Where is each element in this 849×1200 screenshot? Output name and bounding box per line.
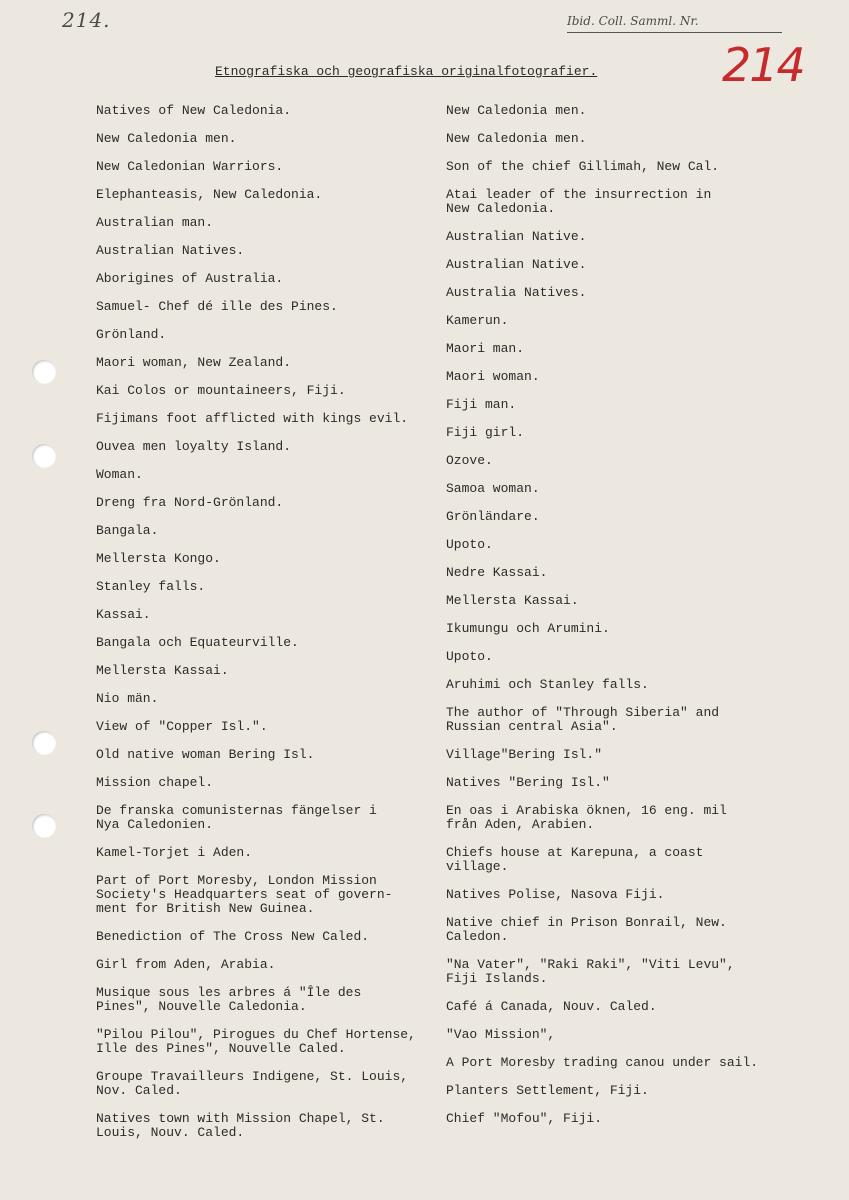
photo-entry: Aruhimi och Stanley falls.	[446, 677, 649, 692]
photo-entry: Maori woman.	[446, 369, 540, 384]
photo-entry: Musique sous les arbres á "Île des Pines", Nouvelle Caledonia.	[96, 985, 362, 1014]
photo-entry: Woman.	[96, 467, 143, 482]
photo-entry: Atai leader of the insurrection in New Caledonia.	[446, 187, 712, 216]
handwritten-collection-note: Ibid. Coll. Samml. Nr.	[567, 14, 782, 33]
photo-entry: Australia Natives.	[446, 285, 587, 300]
photo-entry: Aborigines of Australia.	[96, 271, 284, 286]
photo-entry: Kassai.	[96, 607, 151, 622]
photo-entry: Upoto.	[446, 537, 493, 552]
photo-entry: "Pilou Pilou", Pirogues du Chef Hortense, Ille des Pines", Nouvelle Caled.	[96, 1027, 416, 1056]
photo-entry: Son of the chief Gillimah, New Cal.	[446, 159, 720, 174]
photo-entry: Grönländare.	[446, 509, 540, 524]
photo-entry: Australian man.	[96, 215, 214, 230]
photo-entry: Elephanteasis, New Caledonia.	[96, 187, 323, 202]
photo-entry: Ozove.	[446, 453, 493, 468]
photo-entry: De franska comunisternas fängelser i Nya Caledonien.	[96, 803, 377, 832]
photo-entry: Natives Polise, Nasova Fiji.	[446, 887, 665, 902]
photo-entry: Planters Settlement, Fiji.	[446, 1083, 649, 1098]
photo-entry: Australian Natives.	[96, 243, 245, 258]
photo-entry: Fiji girl.	[446, 425, 525, 440]
document-title: Etnografiska och geografiska originalfotografier.	[215, 64, 598, 79]
photo-entry: Samuel- Chef dé ille des Pines.	[96, 299, 338, 314]
photo-entry: Kamerun.	[446, 313, 509, 328]
photo-entry: Native chief in Prison Bonrail, New. Caledon.	[446, 915, 727, 944]
photo-entry: The author of "Through Siberia" and Russian central Asia".	[446, 705, 720, 734]
photo-entry: Café á Canada, Nouv. Caled.	[446, 999, 657, 1014]
photo-entry: Kamel-Torjet i Aden.	[96, 845, 253, 860]
photo-entry: Maori woman, New Zealand.	[96, 355, 292, 370]
photo-entry: Natives of New Caledonia.	[96, 103, 292, 118]
photo-entry: Part of Port Moresby, London Mission Society's Headquarters seat of govern- ment for British New Guinea.	[96, 873, 393, 916]
photo-entry: New Caledonia men.	[446, 131, 587, 146]
photo-entry: New Caledonia men.	[96, 131, 237, 146]
photo-entry: Ikumungu och Arumini.	[446, 621, 610, 636]
photo-entry: Old native woman Bering Isl.	[96, 747, 315, 762]
handwritten-page-number: 214.	[62, 8, 111, 32]
photo-entry: Fijimans foot afflicted with kings evil.	[96, 411, 409, 426]
photo-entry: Mellersta Kongo.	[96, 551, 221, 566]
photo-entry: Bangala.	[96, 523, 159, 538]
photo-entry: Grönland.	[96, 327, 167, 342]
photo-entry: Australian Native.	[446, 229, 587, 244]
photo-entry: Nedre Kassai.	[446, 565, 548, 580]
photo-entry: Mellersta Kassai.	[446, 593, 579, 608]
photo-entry: Fiji man.	[446, 397, 517, 412]
photo-entry: Upoto.	[446, 649, 493, 664]
photo-entry: Bangala och Equateurville.	[96, 635, 299, 650]
photo-entry: Girl from Aden, Arabia.	[96, 957, 276, 972]
photo-entry: Chief "Mofou", Fiji.	[446, 1111, 603, 1126]
photo-entry: Maori man.	[446, 341, 525, 356]
photo-entry: Dreng fra Nord-Grönland.	[96, 495, 284, 510]
photo-entry: Stanley falls.	[96, 579, 206, 594]
photo-entry: New Caledonia men.	[446, 103, 587, 118]
photo-entry: View of "Copper Isl.".	[96, 719, 268, 734]
punch-hole	[32, 731, 56, 755]
photo-entry: En oas i Arabiska öknen, 16 eng. mil från Aden, Arabien.	[446, 803, 727, 832]
photo-entry: Australian Native.	[446, 257, 587, 272]
photo-entry: A Port Moresby trading canou under sail.	[446, 1055, 759, 1070]
photo-entry: New Caledonian Warriors.	[96, 159, 284, 174]
photo-entry: Samoa woman.	[446, 481, 540, 496]
photo-entry: Natives town with Mission Chapel, St. Louis, Nouv. Caled.	[96, 1111, 385, 1140]
punch-hole	[32, 360, 56, 384]
photo-entry: "Na Vater", "Raki Raki", "Viti Levu", Fiji Islands.	[446, 957, 735, 986]
photo-entry: Chiefs house at Karepuna, a coast village.	[446, 845, 704, 874]
photo-entry: Nio män.	[96, 691, 159, 706]
photo-entry: "Vao Mission",	[446, 1027, 556, 1042]
photo-entry: Mellersta Kassai.	[96, 663, 229, 678]
photo-entry: Mission chapel.	[96, 775, 214, 790]
punch-hole	[32, 444, 56, 468]
photo-entry: Groupe Travailleurs Indigene, St. Louis, Nov. Caled.	[96, 1069, 409, 1098]
photo-entry: Village"Bering Isl."	[446, 747, 603, 762]
punch-hole	[32, 814, 56, 838]
photo-entry: Natives "Bering Isl."	[446, 775, 610, 790]
photo-entry: Benediction of The Cross New Caled.	[96, 929, 370, 944]
photo-entry: Ouvea men loyalty Island.	[96, 439, 292, 454]
photo-entry: Kai Colos or mountaineers, Fiji.	[96, 383, 346, 398]
red-page-number: 214	[722, 38, 804, 92]
